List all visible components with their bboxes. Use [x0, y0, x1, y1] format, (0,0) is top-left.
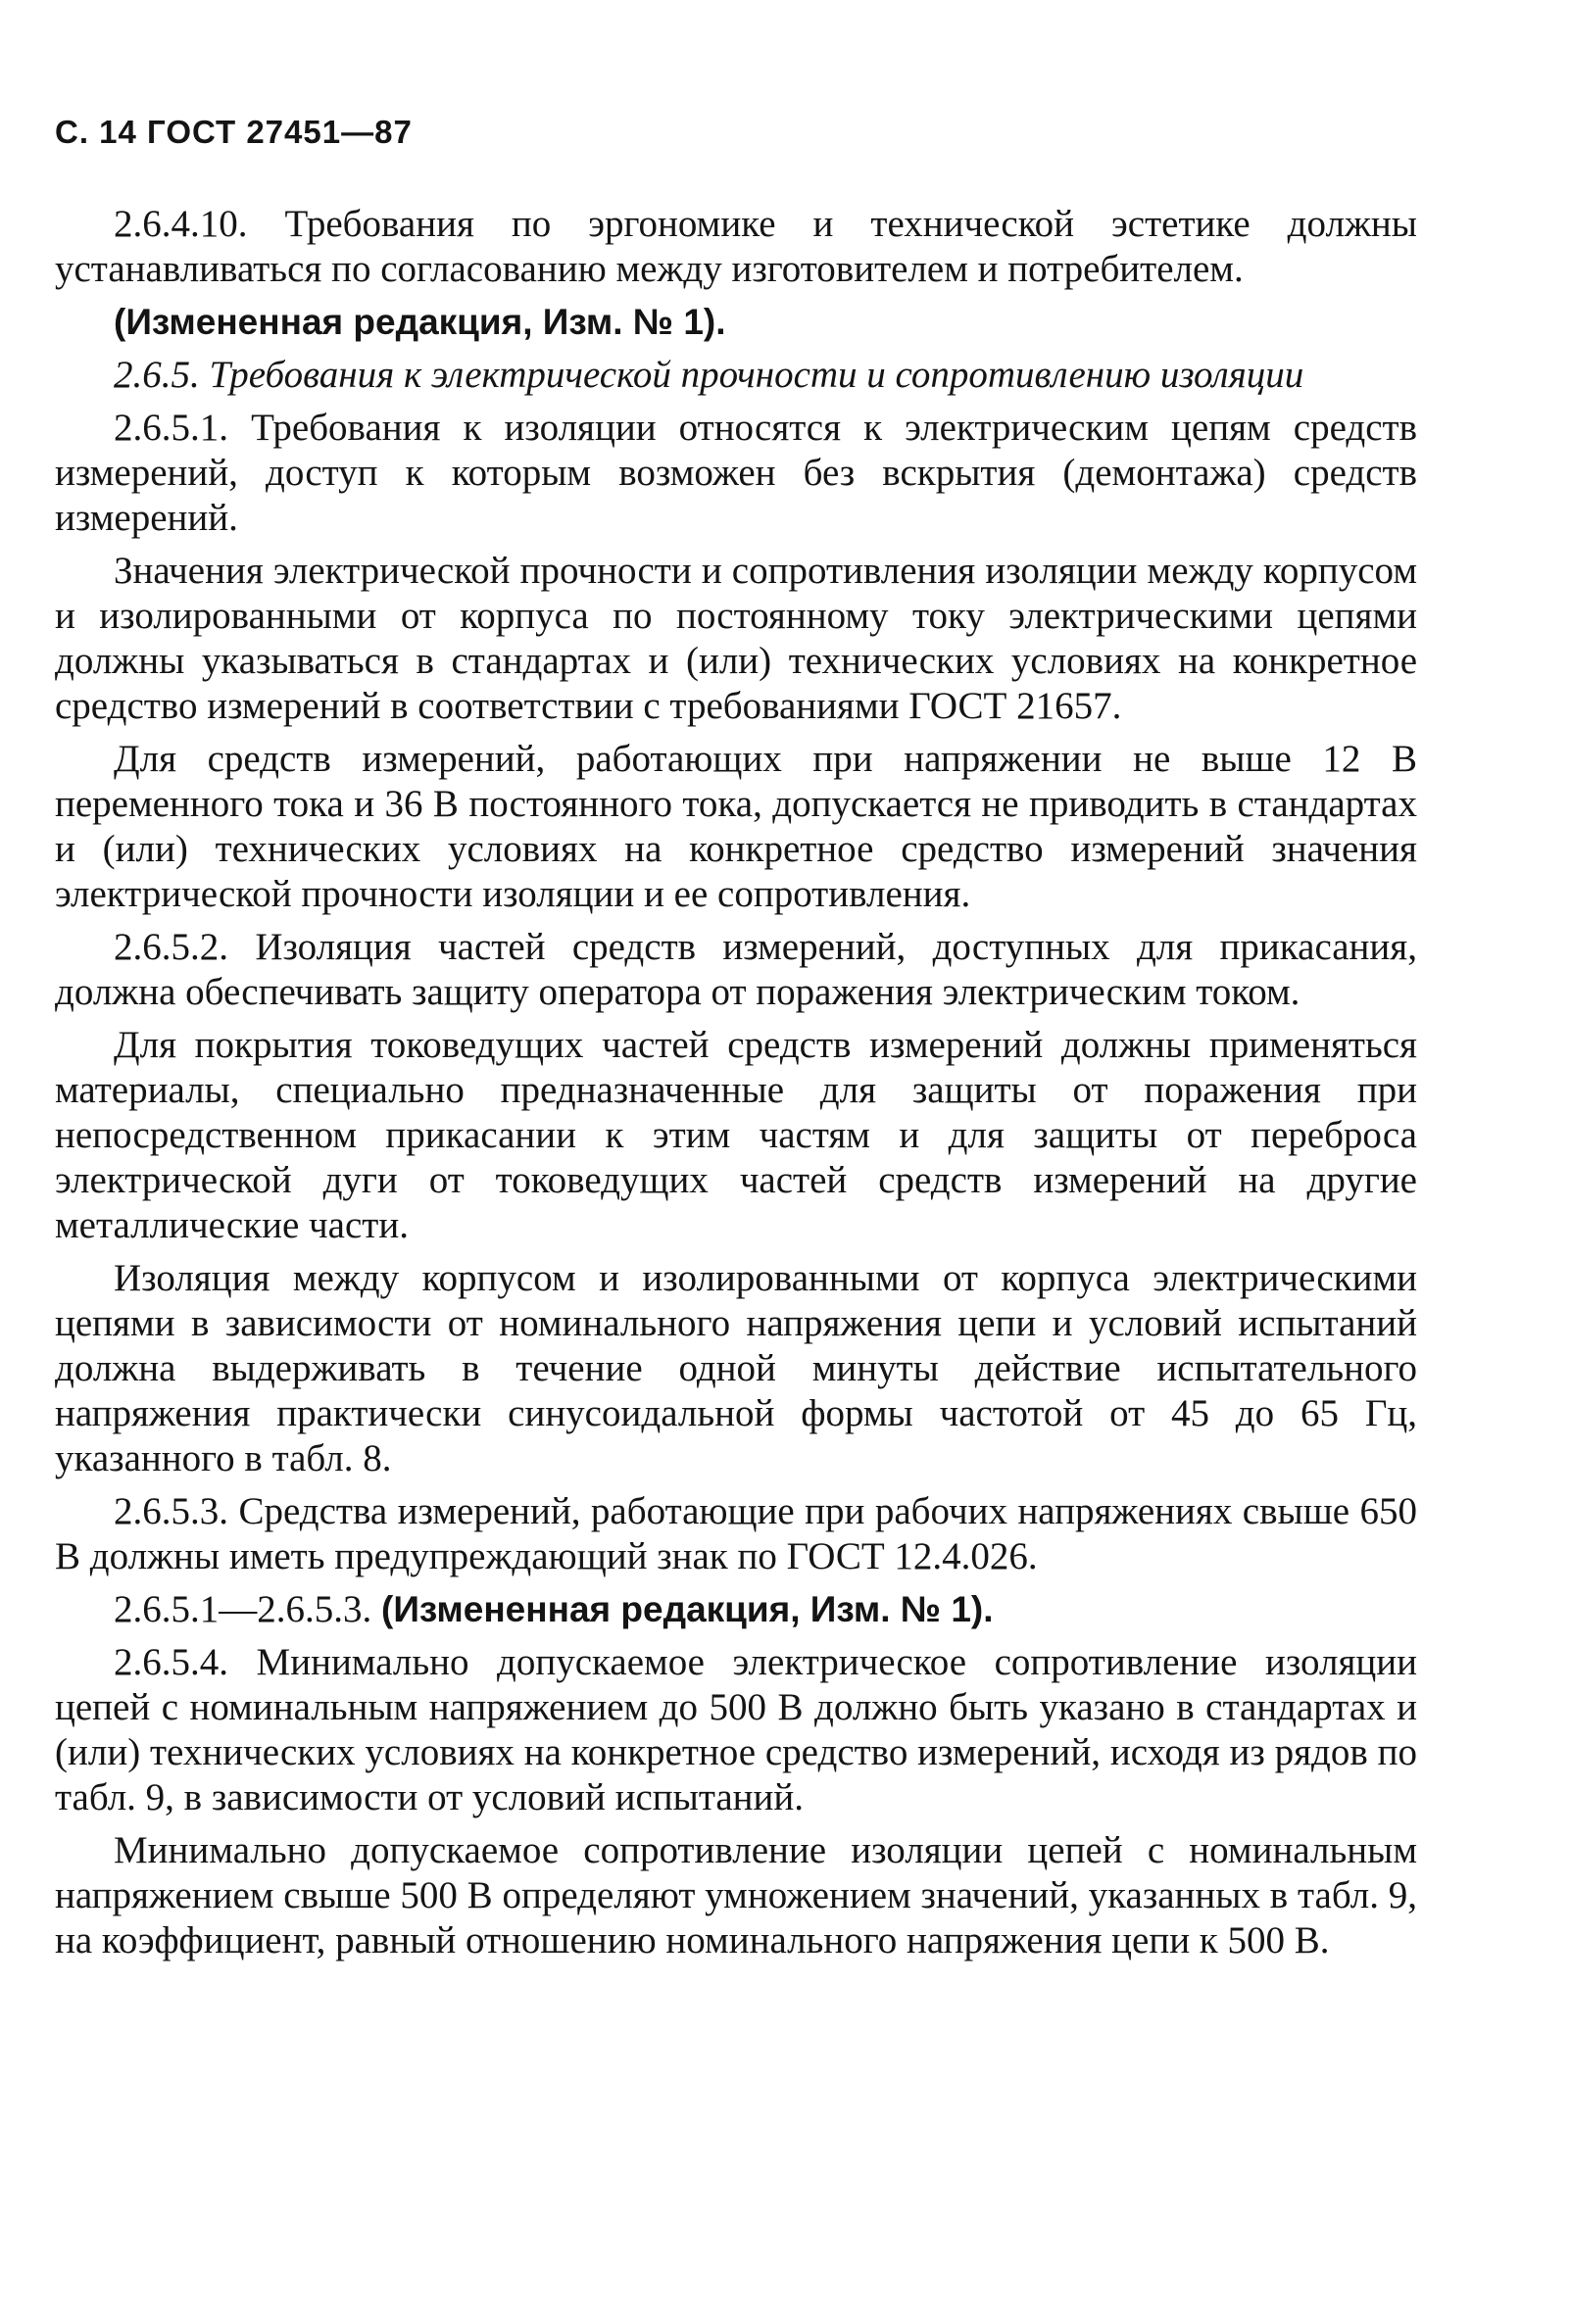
amendment-note: (Измененная редакция, Изм. № 1).: [114, 302, 726, 342]
document-page: [55, 0, 1417, 2324]
running-head: С. 14 ГОСТ 27451—87: [55, 114, 413, 150]
body-text: [55, 202, 1417, 1971]
paragraph-insulation-values: Значения электрической прочности и сопротивления изоляции между корпусом и изолированными от корпуса по постоянному току электрическими цепями должны указываться в стандартах и (или) технических условиях на конкретное средство измерений в соответствии с требованиями ГОСТ 21657.: [55, 550, 1417, 727]
paragraph-high-voltage-resistance: Минимально допускаемое сопротивление изоляции цепей с номинальным напряжением свыше 500 В определяют умножением значений, указанных в табл. 9, на коэффициент, равный отношению номинального напряжения цепи к 500 В.: [55, 1829, 1417, 1961]
paragraph-low-voltage-exemption: Для средств измерений, работающих при напряжении не выше 12 В переменного тока и 36 В постоянного тока, допускается не приводить в стандартах и (или) технических условиях на конкретное средство измерений значения электрической прочности изоляции и ее сопротивления.: [55, 738, 1417, 915]
paragraph-coating-materials: Для покрытия токоведущих частей средств измерений должны применяться материалы, специально предназначенные для защиты от поражения при непосредственном прикасании к этим частям и для защиты от переброса электрической дуги от токоведущих частей средств измерений на другие металлические части.: [55, 1024, 1417, 1246]
paragraph-2-6-4-10: 2.6.4.10. Требования по эргономике и технической эстетике должны устанавливаться по согласованию между изготовителем и потребителем.: [55, 203, 1417, 290]
amendment-note-range: [55, 1587, 1417, 1632]
paragraph-2-6-5-1: 2.6.5.1. Требования к изоляции относятся к электрическим цепям средств измерений, доступ к которым возможен без вскрытия (демонтажа) средств измерений.: [55, 407, 1417, 539]
paragraph-2-6-5-3: 2.6.5.3. Средства измерений, работающие при рабочих напряжениях свыше 650 В должны иметь предупреждающий знак по ГОСТ 12.4.026.: [55, 1490, 1417, 1577]
paragraph-test-voltage: Изоляция между корпусом и изолированными от корпуса электрическими цепями в зависимости от номинального напряжения цепи и условий испытаний должна выдерживать в течение одной минуты действие испытательного напряжения практически синусоидальной формы частотой от 45 до 65 Гц, указанного в табл. 8.: [55, 1257, 1417, 1479]
amendment-range-prefix: 2.6.5.1—2.6.5.3.: [114, 1588, 381, 1630]
amendment-range-note: (Измененная редакция, Изм. № 1).: [381, 1589, 994, 1629]
section-heading-2-6-5: 2.6.5. Требования к электрической прочности и сопротивлению изоляции: [114, 354, 1304, 396]
paragraph-2-6-5-4: 2.6.5.4. Минимально допускаемое электрическое сопротивление изоляции цепей с номинальным напряжением до 500 В должно быть указано в стандартах и (или) технических условиях на конкретное средство измерений, исходя из рядов по табл. 9, в зависимости от условий испытаний.: [55, 1641, 1417, 1818]
paragraph-2-6-5-2: 2.6.5.2. Изоляция частей средств измерений, доступных для прикасания, должна обеспечивать защиту оператора от поражения электрическим током.: [55, 926, 1417, 1013]
